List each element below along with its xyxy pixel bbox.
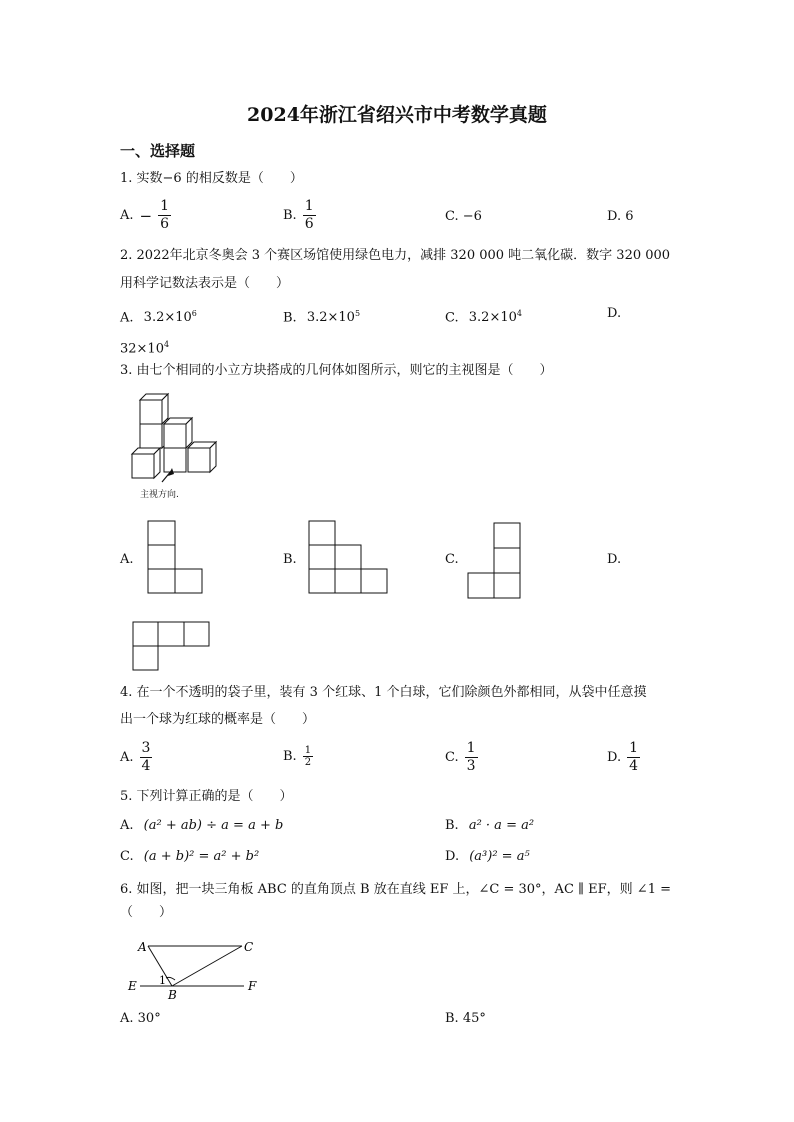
fraction (303, 198, 316, 233)
denominator: 4 (629, 758, 639, 774)
question-6-line-1: 6. 如图，把一块三角板 ABC 的直角顶点 B 放在直线 EF 上，∠C = 30°，AC ∥ EF，则 ∠1 = (120, 882, 671, 897)
q4-option-b (283, 745, 313, 768)
option-expression: (a + b)² = a² + b² (143, 849, 260, 864)
q2-option-d-label: D. (607, 306, 622, 321)
triangle-figure (120, 936, 270, 1004)
q5-option-b (445, 818, 534, 834)
question-4-line-1: 4. 在一个不透明的袋子里，装有 3 个红球、1 个白球，它们除颜色外都相同，从袋中任意摸 (120, 685, 647, 700)
option-expression: 32×10 (120, 341, 164, 357)
vertex-label-c: C (244, 940, 254, 954)
q3-option-a-label: A. (120, 552, 134, 567)
denominator: 3 (466, 758, 476, 774)
option-label: B. (283, 207, 297, 223)
q5-option-d (445, 849, 530, 865)
q3-option-b-label: B. (283, 552, 297, 567)
q4-option-d (607, 740, 640, 775)
exponent: 6 (191, 309, 197, 318)
question-2-line-2: 用科学记数法表示是（ ） (120, 276, 290, 291)
q3-option-d-figure (131, 620, 213, 672)
numerator: 1 (304, 745, 312, 756)
page-title: 2024年浙江省绍兴市中考数学真题 (247, 104, 547, 126)
minus-sign: − (139, 206, 153, 225)
fraction (140, 740, 153, 775)
fraction (465, 740, 478, 775)
option-expression: 3.2×10 (306, 310, 355, 326)
q2-option-d-value (120, 337, 169, 357)
question-5-stem: 5. 下列计算正确的是（ ） (120, 789, 293, 804)
option-expression: (a³)² = a⁵ (469, 849, 530, 864)
option-label: A. (120, 310, 134, 326)
q3-option-b-figure (307, 519, 391, 597)
option-expression: (a² + ab) ÷ a = a + b (143, 818, 284, 833)
q6-option-b: B. 45° (445, 1011, 486, 1026)
q5-option-c (120, 849, 259, 865)
numerator: 3 (141, 740, 151, 756)
option-expression: 3.2×10 (468, 310, 517, 326)
question-3-stem: 3. 由七个相同的小立方块搭成的几何体如图所示，则它的主视图是（ ） (120, 363, 553, 378)
question-2-line-1: 2. 2022年北京冬奥会 3 个赛区场馆使用绿色电力，减排 320 000 吨二氧化碳．数字 320 000 (120, 248, 671, 263)
denominator: 2 (304, 757, 312, 768)
q3-option-c-label: C. (445, 552, 459, 567)
denominator: 4 (141, 758, 151, 774)
vertex-label-b: B (168, 988, 177, 1002)
numerator: 1 (304, 198, 314, 214)
option-label: D. (445, 849, 460, 864)
section-heading: 一、选择题 (120, 142, 196, 160)
fraction (627, 740, 640, 775)
angle-label-1: 1 (159, 974, 166, 987)
option-label: B. (283, 748, 297, 764)
vertex-label-a: A (138, 940, 147, 954)
q1-option-d: D. 6 (607, 209, 634, 224)
option-label: A. (120, 207, 134, 223)
exponent: 4 (163, 340, 170, 349)
option-label: C. (120, 849, 134, 864)
point-label-f: F (248, 979, 257, 993)
q3-option-c-figure (466, 521, 524, 601)
q4-option-a (120, 740, 152, 775)
option-label: A. (120, 749, 134, 765)
q5-option-a (120, 818, 283, 834)
option-label: C. (445, 749, 459, 765)
option-label: C. (445, 310, 459, 326)
denominator: 6 (304, 216, 314, 232)
q3-option-a-figure (146, 519, 206, 597)
q1-option-a (120, 198, 171, 233)
q3-option-d-label: D. (607, 552, 622, 567)
option-label: A. (120, 818, 134, 833)
point-label-e: E (128, 979, 137, 993)
exponent: 4 (516, 309, 522, 318)
option-label: D. (607, 749, 622, 765)
view-direction-label: 主视方向. (140, 490, 179, 500)
fraction (158, 198, 171, 233)
exponent: 5 (354, 309, 361, 318)
question-6-line-2: （ ） (120, 905, 173, 920)
denominator: 6 (160, 216, 170, 232)
q1-option-b (283, 198, 316, 233)
numerator: 1 (160, 198, 170, 214)
q2-option-c (445, 306, 522, 326)
numerator: 1 (629, 740, 639, 756)
q4-option-c (445, 740, 478, 775)
question-4-line-2: 出一个球为红球的概率是（ ） (120, 712, 316, 727)
option-label: B. (445, 818, 459, 833)
question-1-stem: 1. 实数−6 的相反数是（ ） (120, 171, 303, 186)
q2-option-b (283, 306, 360, 326)
q1-option-c: C. −6 (445, 209, 482, 224)
q2-option-a (120, 306, 197, 326)
option-label: B. (283, 310, 297, 326)
option-expression: 3.2×10 (143, 310, 192, 326)
q6-option-a: A. 30° (120, 1011, 161, 1026)
fraction (303, 745, 313, 768)
numerator: 1 (466, 740, 476, 756)
option-expression: a² · a = a² (468, 818, 535, 833)
